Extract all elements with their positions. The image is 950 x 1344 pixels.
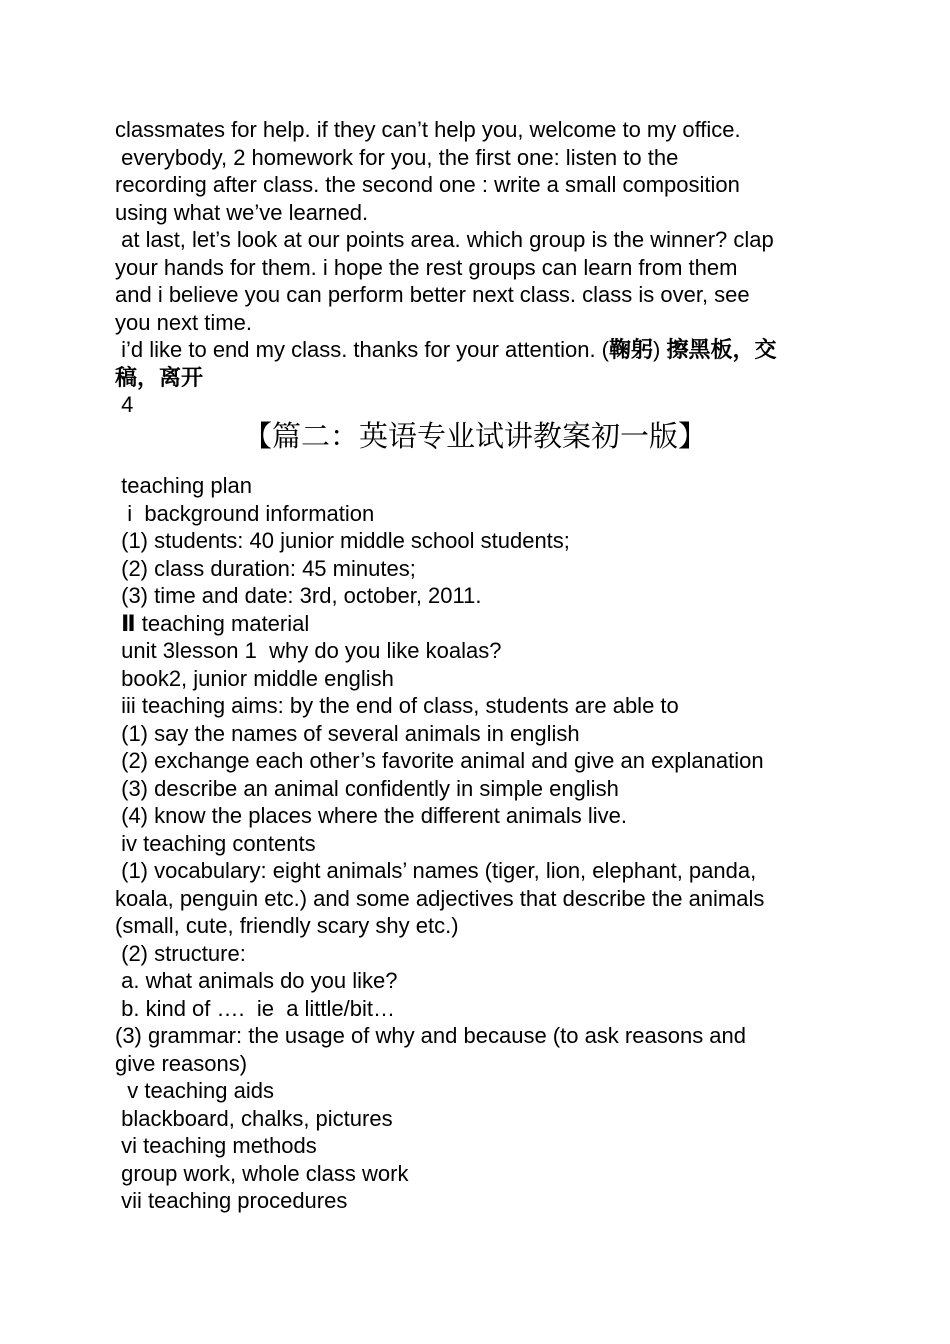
closing-bold-continued: 稿，离开 bbox=[115, 364, 204, 390]
text-line: (2) class duration: 45 minutes; bbox=[115, 555, 416, 581]
text-line: koala, penguin etc.) and some adjectives that describe the animals bbox=[115, 885, 765, 911]
text-line: (2) exchange each other’s favorite animal and give an explanation bbox=[115, 748, 764, 773]
text-line: at last, let’s look at our points area. which group is the winner? clap bbox=[115, 227, 774, 252]
section-heading: 【篇二：英语专业试讲教案初一版】 bbox=[242, 419, 707, 453]
text-line: (1) students: 40 junior middle school students; bbox=[115, 528, 570, 553]
text-line: classmates for help. if they can’t help you, welcome to my office. bbox=[115, 117, 741, 142]
text-line: (3) grammar: the usage of why and because (to ask reasons and bbox=[115, 1023, 747, 1048]
text-line: vii teaching procedures bbox=[115, 1188, 348, 1213]
text-line: teaching plan bbox=[115, 473, 252, 498]
text-line: (1) say the names of several animals in english bbox=[115, 720, 580, 746]
text-line: (3) time and date: 3rd, october, 2011. bbox=[115, 583, 482, 608]
text-line: vi teaching methods bbox=[115, 1133, 317, 1158]
text-line: v teaching aids bbox=[115, 1078, 274, 1103]
teaching-plan-section bbox=[115, 472, 845, 1215]
roman-numeral: Ⅱ bbox=[115, 610, 136, 636]
text-line: (1) vocabulary: eight animals’ names (tiger, lion, elephant, panda, bbox=[115, 858, 757, 883]
text-line: iii teaching aims: by the end of class, students are able to bbox=[115, 693, 679, 718]
closing-line bbox=[115, 336, 845, 364]
text-line: you next time. bbox=[115, 309, 252, 335]
text-line: group work, whole class work bbox=[115, 1160, 409, 1186]
text-line: give reasons) bbox=[115, 1050, 248, 1076]
text-line: your hands for them. i hope the rest groups can learn from them bbox=[115, 254, 738, 280]
text-line: blackboard, chalks, pictures bbox=[115, 1105, 393, 1131]
text-line-rest: teaching material bbox=[135, 610, 310, 636]
text-line: recording after class. the second one : write a small composition bbox=[115, 172, 740, 197]
closing-paren: ) bbox=[653, 337, 667, 362]
text-line: (4) know the places where the different animals live. bbox=[115, 803, 627, 828]
text-line: everybody, 2 homework for you, the first one: listen to the bbox=[115, 144, 679, 170]
text-line: (3) describe an animal confidently in simple english bbox=[115, 775, 619, 801]
text-line: using what we’ve learned. bbox=[115, 199, 369, 225]
text-line: b. kind of …. ie a little/bit… bbox=[115, 995, 396, 1021]
closing-bold-actions: 擦黑板，交 bbox=[666, 337, 777, 362]
text-line: i background information bbox=[115, 500, 375, 526]
closing-bold-bow: 鞠躬 bbox=[609, 337, 654, 362]
text-line: a. what animals do you like? bbox=[115, 968, 398, 993]
text-line: (small, cute, friendly scary shy etc.) bbox=[115, 913, 459, 938]
lesson-closing-section bbox=[115, 116, 845, 419]
closing-text: i’d like to end my class. thanks for your attention. ( bbox=[115, 337, 610, 362]
text-line: unit 3lesson 1 why do you like koalas? bbox=[115, 638, 502, 663]
text-line bbox=[115, 610, 845, 638]
text-line: and i believe you can perform better next class. class is over, see bbox=[115, 282, 750, 307]
text-line: book2, junior middle english bbox=[115, 665, 394, 691]
text-line: iv teaching contents bbox=[115, 830, 316, 856]
page-number: 4 bbox=[115, 392, 134, 417]
text-line: (2) structure: bbox=[115, 940, 246, 966]
